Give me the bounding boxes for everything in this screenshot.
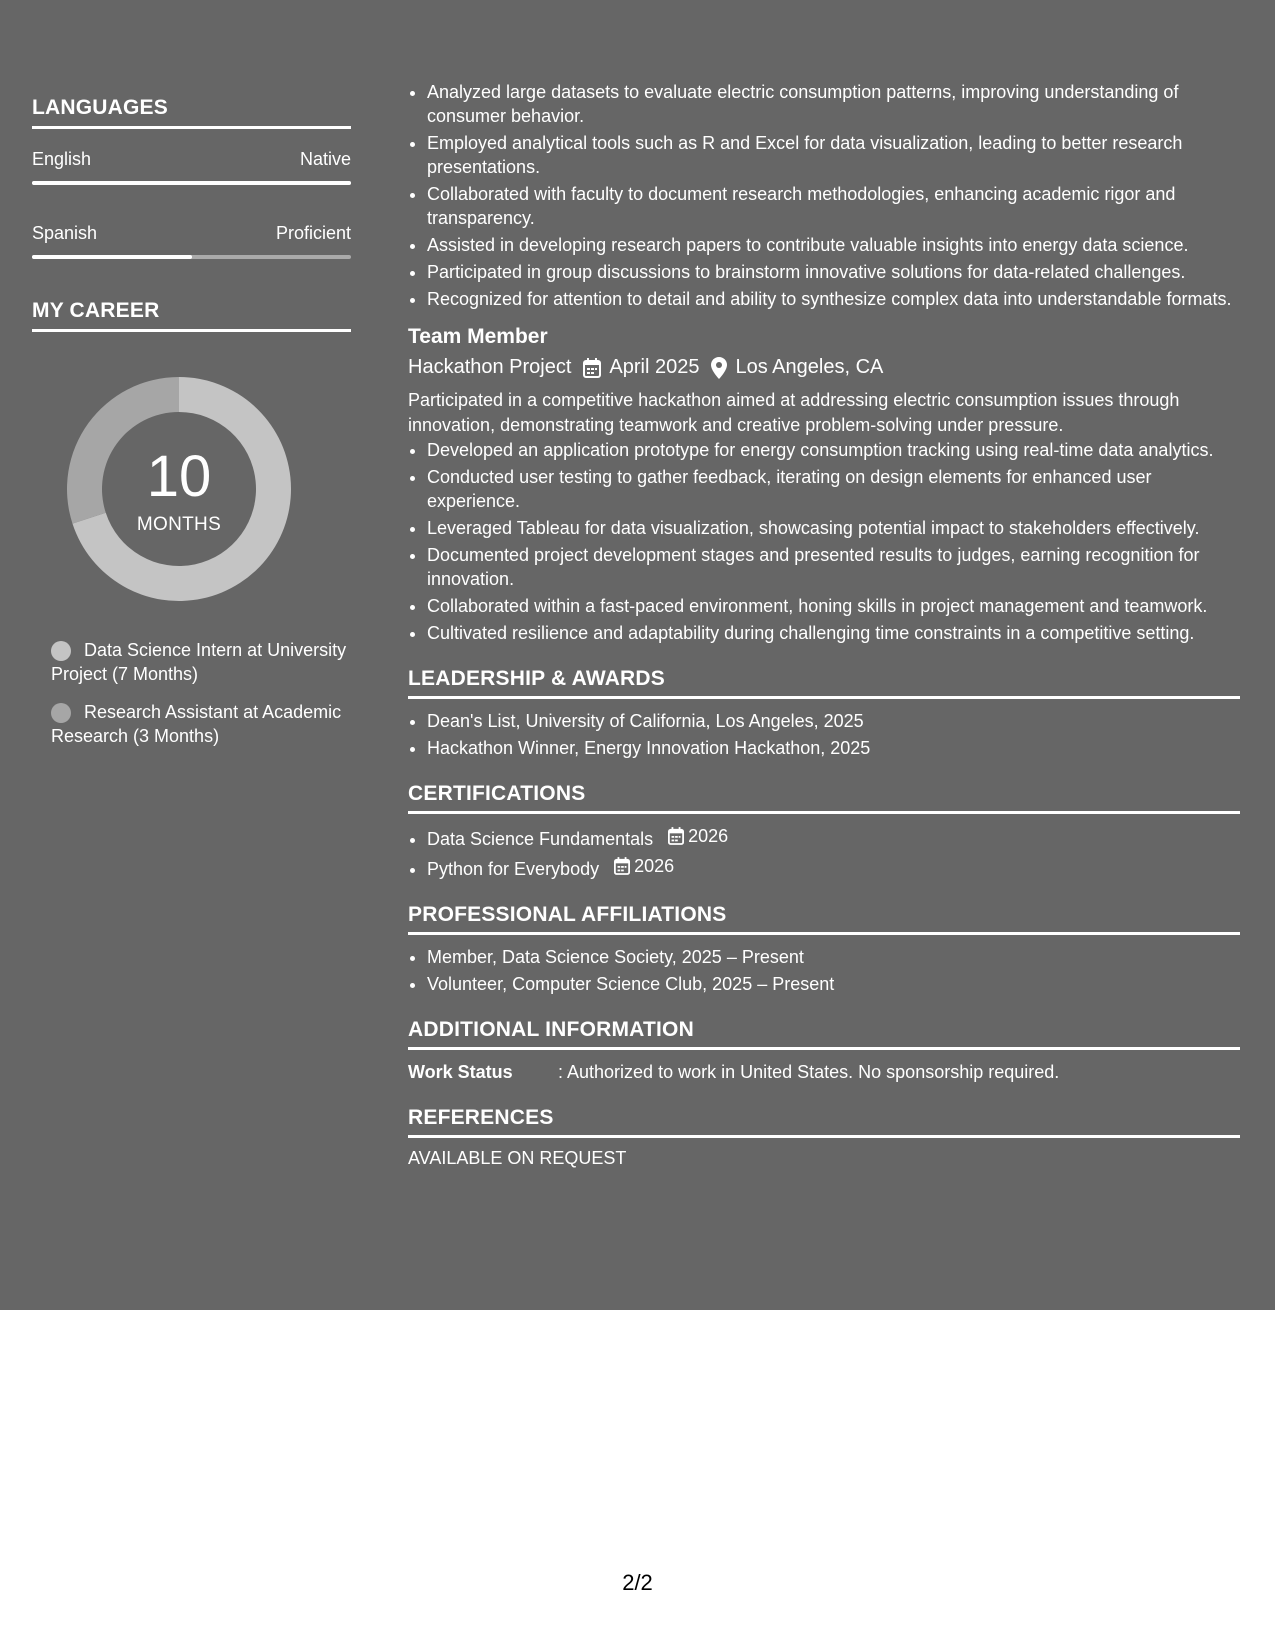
- job-title: Team Member: [408, 325, 548, 348]
- legend-dot-icon: [51, 641, 71, 661]
- languages-heading: LANGUAGES: [32, 96, 351, 129]
- certification-year: 2026: [688, 826, 729, 846]
- language-level: Native: [299, 149, 351, 169]
- career-total-unit: MONTHS: [136, 514, 222, 535]
- section-heading: PROFESSIONAL AFFILIATIONS: [408, 903, 1240, 935]
- list-item: [427, 854, 1240, 881]
- certification-name: Data Science Fundamentals: [427, 829, 654, 849]
- language-name: Spanish: [32, 223, 98, 243]
- section-heading: REFERENCES: [408, 1106, 1240, 1138]
- career-legend-item: [51, 700, 351, 748]
- calendar-icon: [668, 827, 684, 845]
- list-item: • Collaborated within a fast-paced environment, honing skills in project management and teamwork.: [427, 594, 1240, 618]
- certifications-section: [408, 782, 1240, 881]
- list-item: • Analyzed large datasets to evaluate electric consumption patterns, improving understanding of consumer behavior.: [427, 80, 1240, 128]
- language-proficiency-fill: [32, 255, 192, 259]
- references-section: [408, 1106, 1240, 1169]
- work-status-value: : Authorized to work in United States. No sponsorship required.: [558, 1062, 1060, 1082]
- list-item: • Leveraged Tableau for data visualization, showcasing potential impact to stakeholders effectively.: [427, 516, 1240, 540]
- affiliations-section: [408, 903, 1240, 996]
- certification-year: 2026: [634, 856, 675, 876]
- location-pin-icon: [711, 357, 727, 379]
- list-item: • Recognized for attention to detail and ability to synthesize complex data into understandable formats.: [427, 287, 1240, 311]
- list-item: • Participated in group discussions to brainstorm innovative solutions for data-related challenges.: [427, 260, 1240, 284]
- list-item: • Volunteer, Computer Science Club, 2025 – Present: [427, 972, 1240, 996]
- career-legend-label: Research Assistant at Academic Research (3 Months): [51, 702, 342, 746]
- languages-list: [32, 149, 351, 259]
- job-location: Los Angeles, CA: [735, 356, 884, 378]
- career-total-number: 10: [146, 444, 212, 509]
- list-item: • Employed analytical tools such as R and Excel for data visualization, leading to better research presentations.: [427, 131, 1240, 179]
- main-column: [408, 80, 1240, 1169]
- language-item: [32, 149, 351, 185]
- previous-job-bullets: [408, 80, 1240, 311]
- job-bullets: [408, 438, 1240, 645]
- list-item: • Developed an application prototype for energy consumption tracking using real-time data analytics.: [427, 438, 1240, 462]
- additional-info-section: [408, 1018, 1240, 1084]
- job-organization: Hackathon Project: [408, 356, 572, 378]
- certification-name: Python for Everybody: [427, 859, 600, 879]
- career-legend-item: [51, 638, 351, 686]
- job-description: Participated in a competitive hackathon aimed at addressing electric consumption issues through innovation, demonstrating teamwork and creative problem-solving under pressure.: [408, 390, 1180, 435]
- career-donut-chart: [66, 376, 292, 602]
- language-item: [32, 223, 351, 259]
- list-item: • Hackathon Winner, Energy Innovation Hackathon, 2025: [427, 736, 1240, 760]
- sidebar: [32, 96, 351, 762]
- language-level: Proficient: [275, 223, 351, 243]
- list-item: • Collaborated with faculty to document research methodologies, enhancing academic rigor and transparency.: [427, 182, 1240, 230]
- language-proficiency-fill: [32, 181, 351, 185]
- calendar-icon: [583, 358, 601, 378]
- list-item: • Member, Data Science Society, 2025 – Present: [427, 945, 1240, 969]
- calendar-icon: [614, 857, 630, 875]
- section-heading: CERTIFICATIONS: [408, 782, 1240, 814]
- language-proficiency-bar: [32, 255, 351, 259]
- job-date: April 2025: [609, 356, 700, 378]
- job-meta: [408, 356, 1240, 379]
- work-status-label: Work Status: [408, 1062, 513, 1082]
- work-status-row: [408, 1060, 1240, 1084]
- career-legend-label: Data Science Intern at University Project (7 Months): [51, 640, 347, 684]
- language-name: English: [32, 149, 92, 169]
- list-item: • Documented project development stages and presented results to judges, earning recognition for innovation.: [427, 543, 1240, 591]
- career-heading: MY CAREER: [32, 299, 351, 332]
- list-item: • Assisted in developing research papers to contribute valuable insights into energy data science.: [427, 233, 1240, 257]
- career-legend: [32, 638, 351, 748]
- section-heading: LEADERSHIP & AWARDS: [408, 667, 1240, 699]
- legend-dot-icon: [51, 703, 71, 723]
- list-item: • Conducted user testing to gather feedback, iterating on design elements for enhanced user experience.: [427, 465, 1240, 513]
- list-item: • Dean's List, University of California, Los Angeles, 2025: [427, 709, 1240, 733]
- list-item: [427, 824, 1240, 851]
- references-text: AVAILABLE ON REQUEST: [408, 1148, 627, 1168]
- list-item: • Cultivated resilience and adaptability during challenging time constraints in a competitive setting.: [427, 621, 1240, 645]
- experience-entry: [408, 325, 1240, 645]
- leadership-section: [408, 667, 1240, 760]
- page-number: 2/2: [622, 1570, 653, 1595]
- language-proficiency-bar: [32, 181, 351, 185]
- section-heading: ADDITIONAL INFORMATION: [408, 1018, 1240, 1050]
